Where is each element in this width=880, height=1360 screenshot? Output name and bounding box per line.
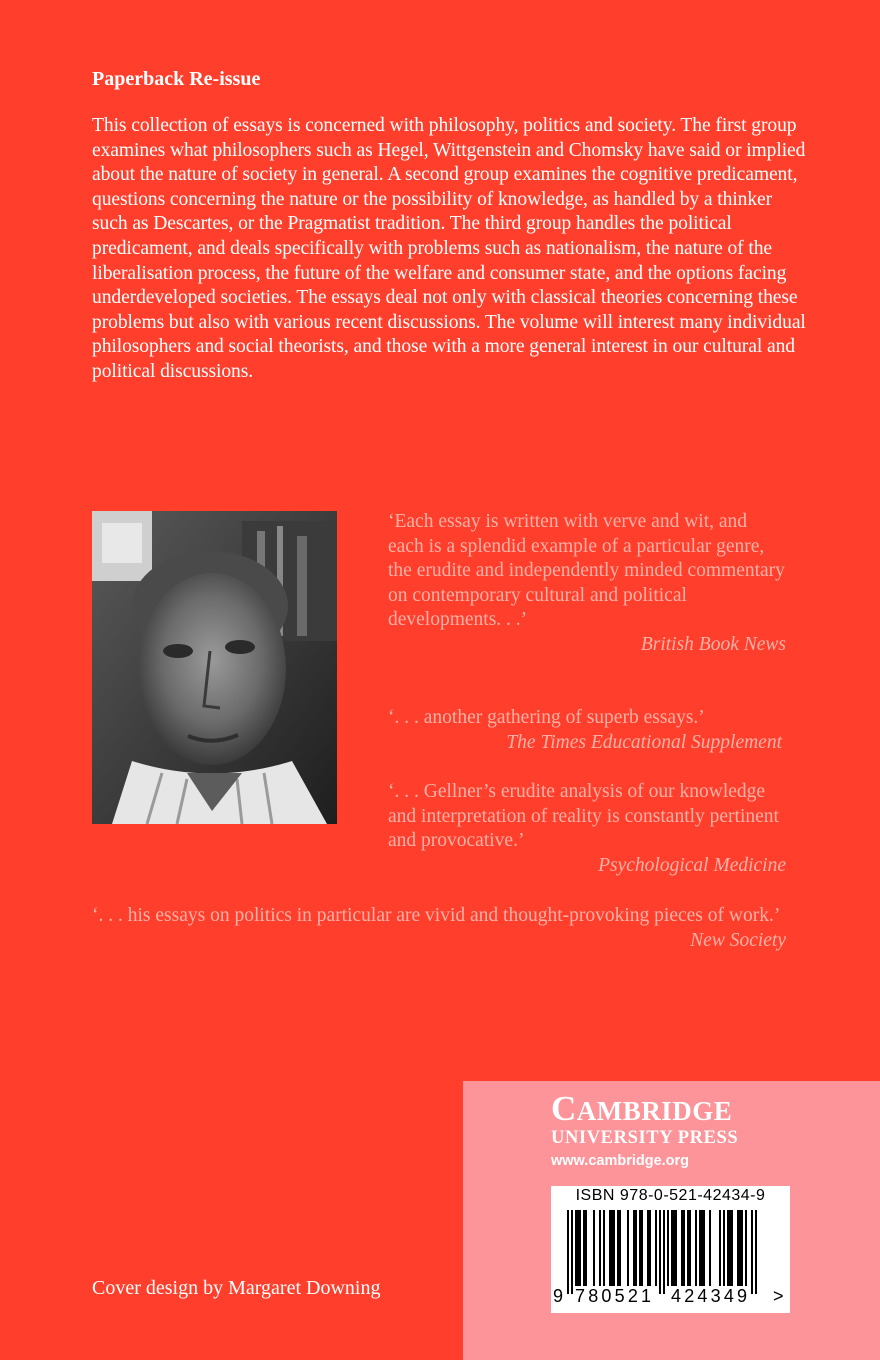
- barcode-bar: [671, 1210, 673, 1286]
- barcode-bar: [617, 1210, 619, 1286]
- review-quote-1: [388, 510, 786, 658]
- barcode-bar: [675, 1210, 677, 1286]
- barcode-bar: [727, 1210, 729, 1286]
- barcode-bar: [609, 1210, 611, 1286]
- barcode-bar: [699, 1210, 701, 1286]
- barcode-digits-right: 424349: [671, 1286, 751, 1306]
- publisher-subtitle: UNIVERSITY PRESS: [551, 1128, 739, 1148]
- barcode-bar: [751, 1210, 753, 1294]
- barcode-bar: [641, 1210, 643, 1286]
- review-quote-3: [388, 780, 786, 878]
- isbn-label: ISBN 978-0-521-42434-9: [575, 1187, 766, 1204]
- review-quote-2-text: ‘. . . another gathering of superb essays.’: [388, 707, 705, 728]
- barcode-bar: [567, 1210, 569, 1294]
- barcode-bar: [593, 1210, 595, 1286]
- publisher-name-initial: C: [551, 1089, 577, 1128]
- barcode-bar: [737, 1210, 739, 1286]
- review-quote-2-source: The Times Educational Supplement: [506, 731, 782, 753]
- barcode-bar: [647, 1210, 649, 1286]
- barcode-bar: [745, 1210, 747, 1286]
- barcode-bar: [681, 1210, 683, 1286]
- barcode-bar: [599, 1210, 601, 1286]
- barcode-digit-trail: >: [773, 1286, 784, 1306]
- barcode-bar: [695, 1210, 697, 1286]
- barcode-bar: [635, 1210, 637, 1286]
- barcode-bar: [577, 1210, 579, 1286]
- author-photo: [92, 511, 337, 824]
- barcode-bar: [585, 1210, 587, 1286]
- barcode-bar: [571, 1210, 573, 1294]
- barcode-bar: [729, 1210, 731, 1286]
- review-quote-2: [388, 706, 782, 755]
- barcode-bar: [719, 1210, 721, 1286]
- review-quote-1-source: British Book News: [640, 633, 786, 655]
- barcode-bar: [701, 1210, 703, 1286]
- barcode-bar: [673, 1210, 675, 1286]
- barcode-bar: [739, 1210, 741, 1286]
- barcode-bar: [633, 1210, 635, 1286]
- barcode-bar: [683, 1210, 685, 1286]
- barcode-bar: [655, 1210, 657, 1286]
- publisher-name-rest: AMBRIDGE: [576, 1096, 733, 1126]
- barcode-bar: [709, 1210, 711, 1286]
- barcode-bar: [663, 1210, 665, 1294]
- barcode-bar: [603, 1210, 605, 1286]
- barcode: [551, 1186, 790, 1313]
- barcode-digit-lead: 9: [553, 1286, 564, 1306]
- publisher-name: [551, 1089, 732, 1129]
- review-quote-3-text: ‘. . . Gellner’s erudite analysis of our knowledge and interpretation of reality is constantly pertinent and provocative.’: [388, 781, 779, 852]
- book-description: This collection of essays is concerned with philosophy, politics and society. The first group examines what philosophers such as Hegel, Wittgenstein and Chomsky have said or implied about the nature of society in general. A second group examines the cognitive predicament, questions concerning the nature or the possibility of knowledge, as handled by a thinker such as Descartes, or the Pragmatist tradition. The third group handles the political predicament, and deals specifically with problems such as nationalism, the nature of the liberalisation process, the future of the welfare and consumer state, and the options facing underdeveloped societies. The essays deal not only with classical theories concerning these problems but also with various recent discussions. The volume will interest many individual philosophers and social theorists, and those with a more general interest in our cultural and political discussions.: [92, 115, 806, 382]
- barcode-bar: [755, 1210, 757, 1294]
- barcode-bar: [731, 1210, 733, 1286]
- barcode-bar: [627, 1210, 629, 1286]
- barcode-digits-left: 780521: [575, 1286, 655, 1306]
- barcode-bar: [703, 1210, 705, 1286]
- barcode-bar: [611, 1210, 613, 1286]
- barcode-bar: [667, 1210, 669, 1286]
- barcode-bar: [639, 1210, 641, 1286]
- barcode-digits: [551, 1286, 790, 1311]
- cover-design-credit: Cover design by Margaret Downing: [92, 1277, 381, 1299]
- barcode-bar: [741, 1210, 743, 1286]
- review-quote-4-source: New Society: [690, 929, 786, 951]
- review-quote-4-text: ‘. . . his essays on politics in particular are vivid and thought-provoking pieces of work.’: [92, 905, 781, 926]
- review-quote-4: [92, 904, 786, 953]
- barcode-bar: [687, 1210, 689, 1286]
- barcode-bar: [579, 1210, 581, 1286]
- review-quote-3-source: Psychological Medicine: [598, 854, 786, 876]
- barcode-bar: [649, 1210, 651, 1286]
- barcode-bar: [619, 1210, 621, 1286]
- barcode-bar: [659, 1210, 661, 1294]
- barcode-bar: [575, 1210, 577, 1286]
- publisher-website: www.cambridge.org: [551, 1153, 690, 1169]
- barcode-bar: [583, 1210, 585, 1286]
- barcode-bar: [689, 1210, 691, 1286]
- barcode-bar: [723, 1210, 725, 1286]
- review-quote-1-text: ‘Each essay is written with verve and wit, and each is a splendid example of a particular genre, the erudite and independently minded commentary on contemporary cultural and political developments. . .’: [388, 511, 785, 631]
- reissue-label: Paperback Re-issue: [92, 68, 261, 90]
- barcode-bar: [613, 1210, 615, 1286]
